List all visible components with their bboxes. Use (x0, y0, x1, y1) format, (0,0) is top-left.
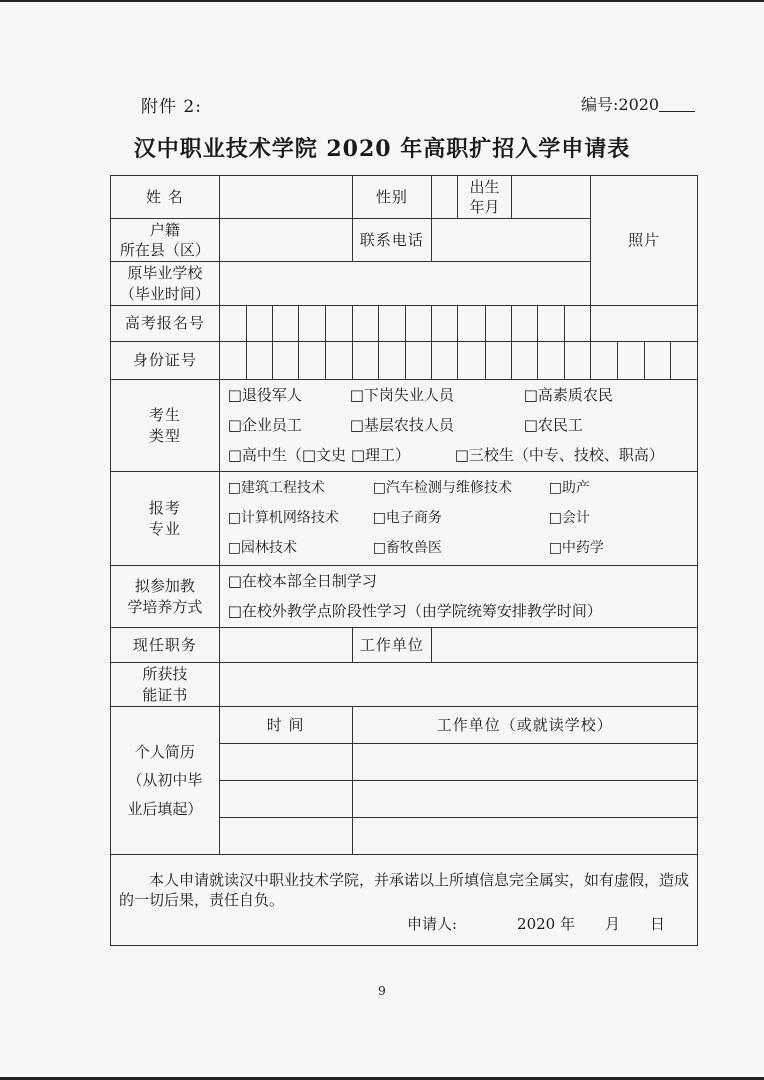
type-row (228, 381, 697, 411)
id-cell[interactable] (378, 342, 405, 380)
type-farmer-checkbox[interactable]: □高素质农民 (523, 386, 613, 405)
exam-no-cell[interactable] (537, 306, 564, 342)
major-network-checkbox[interactable]: □计算机网络技术 (227, 510, 339, 527)
school-label-line2: （毕业时间） (119, 284, 210, 303)
mode-offsite-checkbox[interactable]: □在校外教学点阶段性学习（由学院统筹安排教学时间） (227, 602, 602, 621)
exam-no-cell[interactable] (352, 306, 378, 342)
major-row (228, 474, 697, 504)
resume-place-field[interactable] (352, 818, 697, 855)
gender-label: 性别 (352, 176, 432, 219)
cert-label-line1: 所获技 (142, 665, 188, 684)
major-midwifery-checkbox[interactable]: □助产 (548, 480, 590, 497)
exam-no-cell[interactable] (565, 306, 591, 342)
mode-row (228, 597, 697, 627)
resume-time-field[interactable] (219, 818, 352, 855)
resume-time-field[interactable] (219, 781, 352, 818)
hukou-label-line1: 户籍 (149, 220, 180, 239)
type-migrant-checkbox[interactable]: □农民工 (523, 416, 583, 435)
school-field[interactable] (219, 262, 591, 306)
resume-time-header: 时 间 (219, 707, 352, 744)
id-cell[interactable] (219, 342, 246, 380)
type-highschool-checkbox[interactable]: □高中生（□文史 □理工） (227, 446, 410, 465)
exam-no-cell[interactable] (511, 306, 537, 342)
phone-field[interactable] (432, 219, 591, 262)
id-cell[interactable] (405, 342, 431, 380)
hukou-label (111, 219, 220, 262)
exam-no-cell[interactable] (326, 306, 352, 342)
serial-blank[interactable] (659, 97, 695, 112)
id-cell[interactable] (618, 342, 644, 380)
resume-time-field[interactable] (219, 744, 352, 781)
gender-field[interactable] (432, 176, 458, 219)
workplace-label: 工作单位 (352, 628, 432, 663)
major-accounting-checkbox[interactable]: □会计 (548, 510, 590, 527)
exam-no-cell[interactable] (378, 306, 405, 342)
id-cell[interactable] (511, 342, 537, 380)
mode-label-line2: 学培养方式 (127, 597, 203, 616)
phone-label: 联系电话 (352, 219, 432, 262)
application-form (110, 175, 698, 946)
resume-place-header: 工作单位（或就读学校） (352, 707, 697, 744)
name-field[interactable] (219, 176, 352, 219)
major-herbal-checkbox[interactable]: □中药学 (548, 540, 604, 557)
resume-label-line2: （从初中毕 (127, 771, 203, 790)
mode-fulltime-checkbox[interactable]: □在校本部全日制学习 (227, 572, 377, 591)
declaration-cell (111, 855, 698, 946)
hukou-field[interactable] (219, 219, 352, 262)
id-cell[interactable] (246, 342, 272, 380)
id-cell[interactable] (326, 342, 352, 380)
resume-place-field[interactable] (352, 744, 697, 781)
id-cell[interactable] (670, 342, 697, 380)
type-agri-tech-checkbox[interactable]: □基层农技人员 (349, 416, 454, 435)
workplace-field[interactable] (432, 628, 698, 663)
major-label-line2: 专业 (148, 519, 181, 538)
position-label: 现任职务 (111, 628, 220, 663)
id-cell[interactable] (485, 342, 511, 380)
page-edge-top (0, 0, 764, 2)
resume-label-line1: 个人简历 (134, 742, 195, 761)
exam-no-cell[interactable] (273, 306, 299, 342)
type-three-school-checkbox[interactable]: □三校生（中专、技校、职高） (454, 446, 664, 465)
position-field[interactable] (219, 628, 352, 663)
exam-no-blank (591, 306, 698, 342)
birth-label-line2: 年月 (469, 198, 500, 216)
school-label (111, 262, 220, 306)
major-row (228, 534, 697, 564)
type-laid-off-checkbox[interactable]: □下岗失业人员 (349, 386, 454, 405)
mode-row (228, 567, 697, 597)
cert-label (111, 663, 220, 707)
type-veteran-checkbox[interactable]: □退役军人 (227, 386, 302, 405)
id-cell[interactable] (644, 342, 670, 380)
exam-no-cell[interactable] (246, 306, 272, 342)
type-label (111, 380, 220, 472)
mode-label-line1: 拟参加教 (134, 577, 195, 596)
serial-label: 编号:2020 (581, 95, 660, 114)
resume-label (111, 707, 220, 855)
id-cell[interactable] (273, 342, 299, 380)
resume-label-line3: 业后填起） (127, 799, 203, 818)
id-cell[interactable] (565, 342, 591, 380)
exam-no-cell[interactable] (219, 306, 246, 342)
major-label-line1: 报考 (148, 499, 181, 518)
declaration-text: 本人申请就读汉中职业技术学院，并承诺以上所填信息完全属实，如有虚假，造成的一切后果，责任自负。 (119, 870, 690, 909)
major-label (111, 472, 220, 566)
major-landscape-checkbox[interactable]: □园林技术 (227, 540, 297, 557)
exam-no-cell[interactable] (458, 306, 485, 342)
type-row (228, 441, 697, 471)
cert-label-line2: 能证书 (142, 685, 188, 704)
school-label-line1: 原毕业学校 (127, 264, 203, 283)
id-label: 身份证号 (111, 342, 220, 380)
serial-number (581, 92, 695, 115)
mode-options (219, 566, 697, 628)
name-label: 姓 名 (111, 176, 220, 219)
cert-field[interactable] (219, 663, 697, 707)
attachment-label: 附件 2: (141, 97, 202, 117)
birth-field[interactable] (511, 176, 591, 219)
resume-place-field[interactable] (352, 781, 697, 818)
mode-label (111, 566, 220, 628)
id-cell[interactable] (432, 342, 458, 380)
applicant-signature-line[interactable]: 申请人: 2020 年 月 日 (407, 915, 665, 934)
page-number: 9 (378, 984, 386, 998)
exam-no-cell[interactable] (405, 306, 431, 342)
form-title: 汉中职业技术学院 2020 年高职扩招入学申请表 (133, 136, 631, 162)
exam-no-cell[interactable] (485, 306, 511, 342)
major-veterinary-checkbox[interactable]: □畜牧兽医 (372, 540, 442, 557)
major-auto-checkbox[interactable]: □汽车检测与维修技术 (372, 480, 512, 497)
photo-area[interactable]: 照片 (591, 176, 698, 306)
id-cell[interactable] (591, 342, 618, 380)
exam-no-label: 高考报名号 (111, 306, 220, 342)
id-cell[interactable] (299, 342, 326, 380)
type-label-line1: 考生 (148, 406, 181, 425)
birth-label (458, 176, 511, 219)
exam-no-cell[interactable] (299, 306, 326, 342)
birth-label-line1: 出生 (469, 177, 500, 196)
id-cell[interactable] (537, 342, 564, 380)
id-cell[interactable] (352, 342, 378, 380)
type-employee-checkbox[interactable]: □企业员工 (227, 416, 302, 435)
hukou-label-line2: 所在县（区） (119, 241, 210, 259)
major-row (228, 504, 697, 534)
major-ecommerce-checkbox[interactable]: □电子商务 (372, 510, 442, 527)
exam-no-cell[interactable] (432, 306, 458, 342)
type-label-line2: 类型 (148, 426, 181, 445)
type-options (219, 380, 697, 472)
type-row (228, 411, 697, 441)
id-cell[interactable] (458, 342, 485, 380)
major-construction-checkbox[interactable]: □建筑工程技术 (227, 480, 325, 497)
major-options (219, 472, 697, 566)
